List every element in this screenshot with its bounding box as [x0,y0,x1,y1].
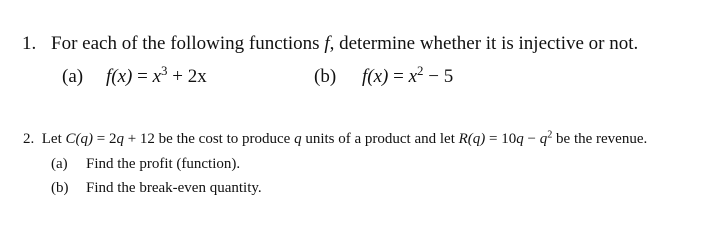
expr-1a-base: x [152,66,162,87]
var-q-3: q [516,131,524,147]
expr-1a-lhs: f(x) [106,66,133,87]
problem-2-t3: + 12 be the cost to produce [123,131,295,147]
revenue-function: R(q) [458,131,486,147]
cost-function: C(q) [65,131,93,147]
problem-2a-text: Find the profit (function). [86,156,241,172]
problem-2-t7: be the revenue. [552,131,648,147]
problem-1-statement [51,33,638,55]
problem-1a-expression [106,62,207,88]
var-q-1: q [116,131,124,147]
problem-2-number: 2. [23,131,35,147]
expr-1b-lhs: f(x) [362,66,389,87]
expr-1a-eq: = [132,66,153,87]
problem-2-t2: = 2 [93,131,117,147]
expr-1a-rest: + 2x [167,66,207,87]
problem-2-t6: − [523,131,540,147]
problem-1-number: 1. [22,33,37,54]
function-symbol: f [324,33,330,54]
problem-1-text-before: For each of the following functions [51,33,325,54]
problem-1b-label: (b) [314,66,337,87]
problem-2a-label: (a) [51,156,68,172]
expr-1b-exponent: 2 [417,62,424,78]
problem-2-t5: = 10 [485,131,517,147]
var-q-4: q [539,131,548,147]
problem-1b-expression [362,62,454,88]
problem-1-text-after: , determine whether it is injective or not. [329,33,639,54]
problem-2b-label: (b) [51,180,69,196]
var-q-2: q [294,131,302,147]
expr-1b-rest: − 5 [423,66,454,87]
expr-1a-exponent: 3 [161,62,168,78]
expr-1b-eq: = [388,66,409,87]
problem-2-t1: Let [41,131,66,147]
expr-1b-base: x [408,66,418,87]
problem-2-t4: units of a product and let [301,131,459,147]
problem-1a-label: (a) [62,66,84,87]
problem-2b-text: Find the break-even quantity. [86,180,262,196]
problem-2-exponent: 2 [547,129,553,141]
problem-2-statement [23,131,647,148]
